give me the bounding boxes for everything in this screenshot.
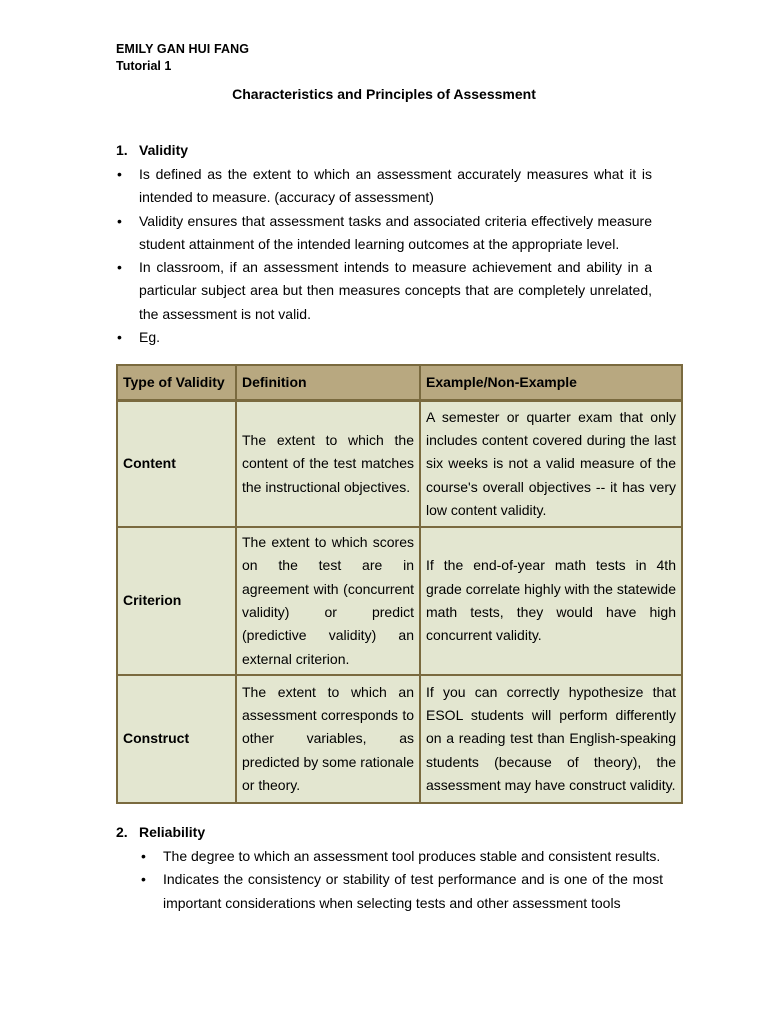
table-row xyxy=(118,528,681,676)
bullet-icon: • xyxy=(117,329,122,346)
list-item-text: The degree to which an assessment tool produces stable and consistent results. xyxy=(163,848,661,864)
list-item xyxy=(117,210,652,257)
cell-example: If you can correctly hypothesize that ESOL students will perform differently on a reading test than English-speaking students (because of theory), the assessment may have construct validity. xyxy=(421,676,681,802)
list-item-text: In classroom, if an assessment intends to measure achievement and ability in a particular subject area but then measures concepts that are completely unrelated, the assessment is not valid. xyxy=(139,259,652,322)
list-item-text: Indicates the consistency or stability of test performance and is one of the most important considerations when selecting tests and other assessment tools xyxy=(163,871,663,911)
section-number: 1. xyxy=(116,142,128,158)
cell-example: A semester or quarter exam that only includes content covered during the last six weeks is not a valid measure of the course's overall objectives -- it has very low content validity. xyxy=(421,402,681,528)
list-item xyxy=(141,845,663,868)
column-header-definition: Definition xyxy=(237,366,421,402)
bullet-icon: • xyxy=(141,871,146,888)
tutorial-label: Tutorial 1 xyxy=(116,59,172,73)
bullet-icon: • xyxy=(117,212,122,229)
validity-types-table xyxy=(116,364,683,804)
section-heading-reliability xyxy=(116,824,205,840)
column-header-type: Type of Validity xyxy=(118,366,237,402)
column-header-example: Example/Non-Example xyxy=(421,366,681,402)
cell-definition: The extent to which the content of the test matches the instructional objectives. xyxy=(237,402,421,528)
list-item xyxy=(117,163,652,210)
document-title: Characteristics and Principles of Assessment xyxy=(232,86,536,102)
section-title: Reliability xyxy=(139,824,206,840)
cell-type: Criterion xyxy=(118,528,237,676)
cell-example: If the end-of-year math tests in 4th grade correlate highly with the statewide math tests, they would have high concurrent validity. xyxy=(421,528,681,676)
cell-definition: The extent to which an assessment corresponds to other variables, as predicted by some rationale or theory. xyxy=(237,676,421,802)
bullet-icon: • xyxy=(117,259,122,276)
list-item xyxy=(117,326,652,349)
section-title: Validity xyxy=(139,142,189,158)
table-row xyxy=(118,402,681,528)
list-item-text: Is defined as the extent to which an assessment accurately measures what it is intended to measure. (accuracy of assessment) xyxy=(139,166,652,206)
cell-type: Construct xyxy=(118,676,237,802)
list-item-text: Validity ensures that assessment tasks and associated criteria effectively measure student attainment of the intended learning outcomes at the appropriate level. xyxy=(139,212,652,252)
section-number: 2. xyxy=(116,824,128,840)
cell-type: Content xyxy=(118,402,237,528)
bullet-icon: • xyxy=(141,848,146,864)
table-row xyxy=(118,676,681,802)
reliability-bullet-list xyxy=(141,845,663,915)
bullet-icon: • xyxy=(117,166,122,182)
list-item xyxy=(141,868,663,915)
validity-bullet-list xyxy=(117,163,652,349)
author-name: EMILY GAN HUI FANG xyxy=(116,42,250,56)
cell-definition: The extent to which scores on the test are in agreement with (concurrent validity) or predict (predictive validity) an external criterion. xyxy=(237,528,421,676)
list-item xyxy=(117,256,652,326)
list-item-text: Eg. xyxy=(139,329,161,346)
table-header-row xyxy=(118,366,681,402)
section-heading-validity xyxy=(116,142,188,158)
